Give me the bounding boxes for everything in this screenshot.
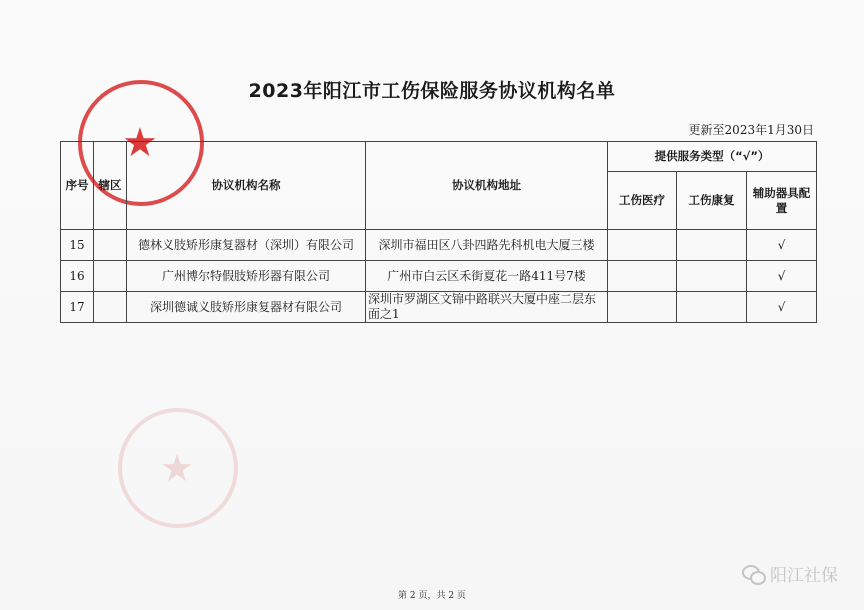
- star-icon: ★: [122, 120, 158, 166]
- header-name: 协议机构名称: [127, 142, 366, 230]
- cell-seq: 17: [61, 292, 94, 323]
- cell-medical: [608, 292, 677, 323]
- cell-name: 深圳德诚义肢矫形康复器材有限公司: [127, 292, 366, 323]
- header-medical: 工伤医疗: [608, 172, 677, 230]
- cell-aids: √: [747, 261, 817, 292]
- table-row: [61, 230, 817, 261]
- faint-seal-impression: [118, 408, 238, 528]
- table-row: [61, 292, 817, 323]
- institution-table: [60, 141, 817, 323]
- page-number-footer: 第 2 页，共 2 页: [398, 591, 466, 601]
- page-title: 2023年阳江市工伤保险服务协议机构名单: [248, 80, 616, 102]
- header-seq: 序号: [61, 142, 94, 230]
- header-rehab: 工伤康复: [677, 172, 747, 230]
- watermark-text: 阳江社保: [770, 566, 838, 586]
- header-district: 辖区: [94, 142, 127, 230]
- cell-seq: 15: [61, 230, 94, 261]
- cell-medical: [608, 230, 677, 261]
- cell-address: 广州市白云区禾街夏花一路411号7楼: [366, 261, 608, 292]
- cell-name: 德林义肢矫形康复器材（深圳）有限公司: [127, 230, 366, 261]
- cell-district: [94, 230, 127, 261]
- cell-address: 深圳市罗湖区文锦中路联兴大厦中座二层东面之1: [366, 292, 608, 323]
- header-aids: 辅助器具配置: [747, 172, 817, 230]
- cell-medical: [608, 261, 677, 292]
- cell-rehab: [677, 292, 747, 323]
- update-date-note: 更新至2023年1月30日: [688, 123, 814, 137]
- cell-district: [94, 292, 127, 323]
- star-icon: ★: [160, 446, 195, 490]
- cell-seq: 16: [61, 261, 94, 292]
- cell-district: [94, 261, 127, 292]
- cell-rehab: [677, 230, 747, 261]
- cell-name: 广州博尔特假肢矫形器有限公司: [127, 261, 366, 292]
- header-service-group: 提供服务类型（“√”）: [608, 142, 817, 172]
- table-row: [61, 261, 817, 292]
- cell-aids: √: [747, 230, 817, 261]
- cell-address: 深圳市福田区八卦四路先科机电大厦三楼: [366, 230, 608, 261]
- header-address: 协议机构地址: [366, 142, 608, 230]
- cell-aids: √: [747, 292, 817, 323]
- cell-rehab: [677, 261, 747, 292]
- watermark: [742, 561, 838, 586]
- wechat-icon: [742, 565, 764, 583]
